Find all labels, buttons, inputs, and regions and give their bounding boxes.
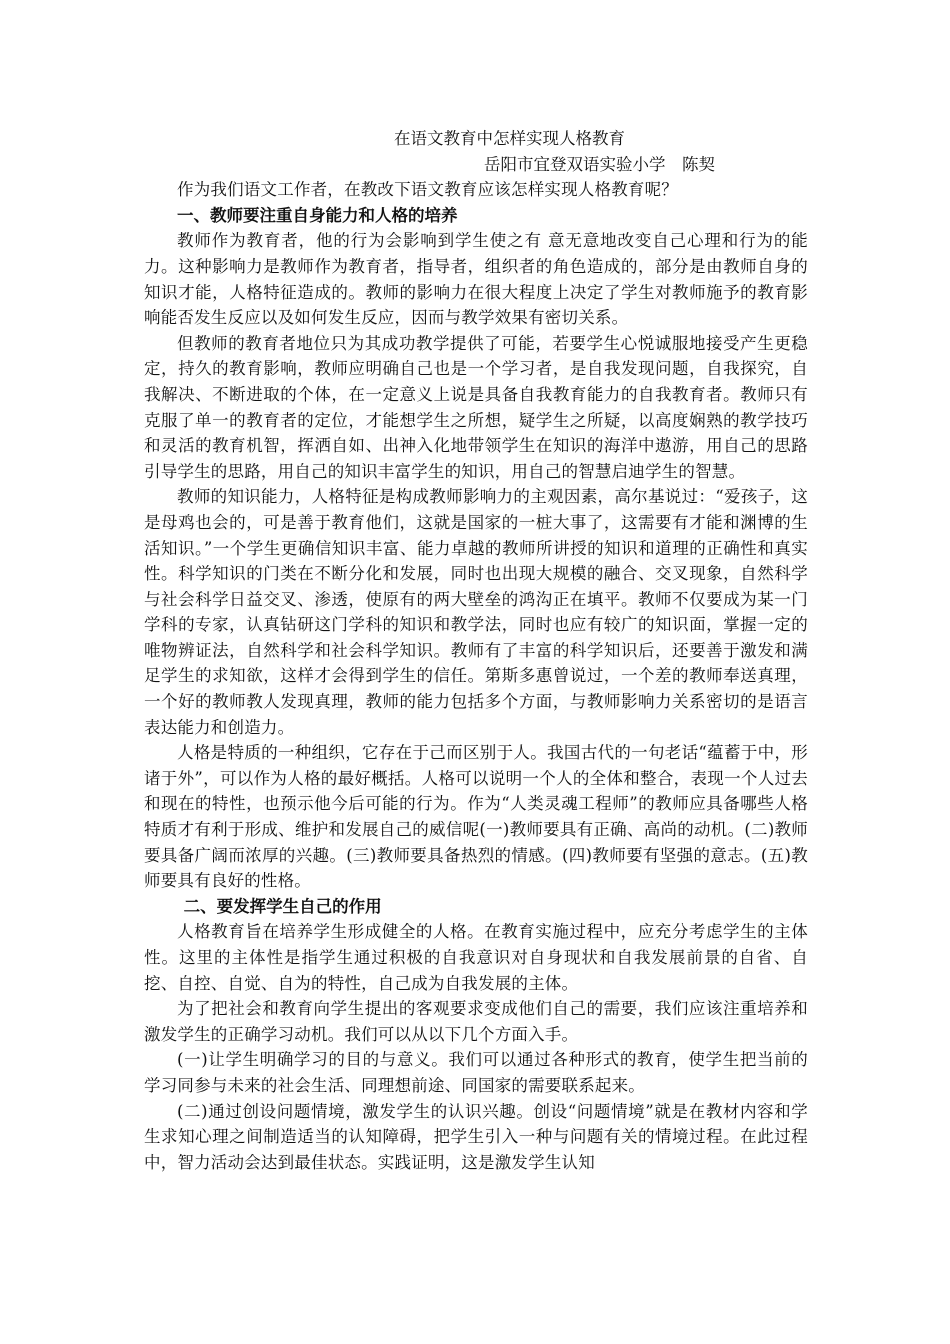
- document-title: 在语文教育中怎样实现人格教育: [394, 129, 625, 148]
- section-1-paragraph-2: 但教师的教育者地位只为其成功教学提供了可能，若要学生心悦诚服地接受产生更稳定，持久的教育影响，教师应明确自己也是一个学习者，是自我发现问题，自我探究，自我解决、不断进取的个体，在一定意义上说是具备自我教育能力的自我教育者。教师只有克服了单一的教育者的定位，才能想学生之所想，疑学生之所疑，以高度娴熟的教学技巧和灵活的教育机智，挥洒自如、出神入化地带领学生在知识的海洋中遨游，用自己的思路引导学生的思路，用自己的知识丰富学生的知识，用自己的智慧启迪学生的智慧。: [144, 333, 808, 481]
- section-2-paragraph-3: (一)让学生明确学习的目的与意义。我们可以通过各种形式的教育，使学生把当前的学习同参与未来的社会生活、同理想前途、同国家的需要联系起来。: [144, 1050, 808, 1095]
- document-body: [144, 126, 808, 1175]
- intro-paragraph: 作为我们语文工作者，在教改下语文教育应该怎样实现人格教育呢？: [177, 180, 678, 200]
- section-2-paragraph-1: 人格教育旨在培养学生形成健全的人格。在教育实施过程中，应充分考虑学生的主体性。这里的主体性是指学生通过积极的自我意识对自身现状和自我发展前景的自省、自挖、自控、自觉、自为的特性，自己成为自我发展的主体。: [144, 922, 808, 993]
- section-2-heading: 二、要发挥学生自己的作用: [183, 896, 382, 916]
- section-1-paragraph-4: 人格是特质的一种组织，它存在于己而区别于人。我国古代的一句老话“蕴蓄于中，形诸于外”，可以作为人格的最好概括。人格可以说明一个人的全体和整合，表现一个人过去和现在的特性，也预示他今后可能的行为。作为“人类灵魂工程师”的教师应具备哪些人格特质才有利于形成、维护和发展自己的威信呢(一)教师要具有正确、高尚的动机。(二)教师要具备广阔而浓厚的兴趣。(三)教师要具备热烈的情感。(四)教师要有坚强的意志。(五)教师要具有良好的性格。: [144, 743, 808, 891]
- document-author: 岳阳市宜登双语实验小学 陈契: [484, 154, 715, 174]
- section-2-paragraph-4: (二)通过创设问题情境，激发学生的认识兴趣。创设“问题情境”就是在教材内容和学生求知心理之间制造适当的认知障碍，把学生引入一种与问题有关的情境过程。在此过程中，智力活动会达到最佳状态。实践证明，这是激发学生认知: [144, 1101, 808, 1172]
- section-1-paragraph-3: 教师的知识能力，人格特征是构成教师影响力的主观因素，高尔基说过：“爱孩子，这是母鸡也会的，可是善于教育他们，这就是国家的一桩大事了，这需要有才能和渊博的生活知识。”一个学生更确信知识丰富、能力卓越的教师所讲授的知识和道理的正确性和真实性。科学知识的门类在不断分化和发展，同时也出现大规模的融合、交叉现象，自然科学与社会科学日益交叉、渗透，使原有的两大壁垒的鸿沟正在填平。教师不仅要成为某一门学科的专家，认真钻研这门学科的知识和教学法，同时也应有较广的知识面，掌握一定的唯物辨证法，自然科学和社会科学知识。教师有了丰富的科学知识后，还要善于激发和满足学生的求知欲，这样才会得到学生的信任。第斯多惠曾说过，一个差的教师奉送真理，一个好的教师教人发现真理，教师的能力包括多个方面，与教师影响力关系密切的是语言表达能力和创造力。: [144, 487, 808, 737]
- section-2-paragraph-2: 为了把社会和教育向学生提出的客观要求变成他们自己的需要，我们应该注重培养和激发学生的正确学习动机。我们可以从以下几个方面入手。: [144, 999, 808, 1044]
- section-1-heading: 一、教师要注重自身能力和人格的培养: [177, 205, 458, 225]
- section-1-paragraph-1: 教师作为教育者，他的行为会影响到学生使之有 意无意地改变自己心理和行为的能力。这种影响力是教师作为教育者，指导者，组织者的角色造成的，部分是由教师自身的知识才能，人格特征造成的。教师的影响力在很大程度上决定了学生对教师施予的教育影响能否发生反应以及如何发生反应，因而与教学效果有密切关系。: [144, 231, 808, 328]
